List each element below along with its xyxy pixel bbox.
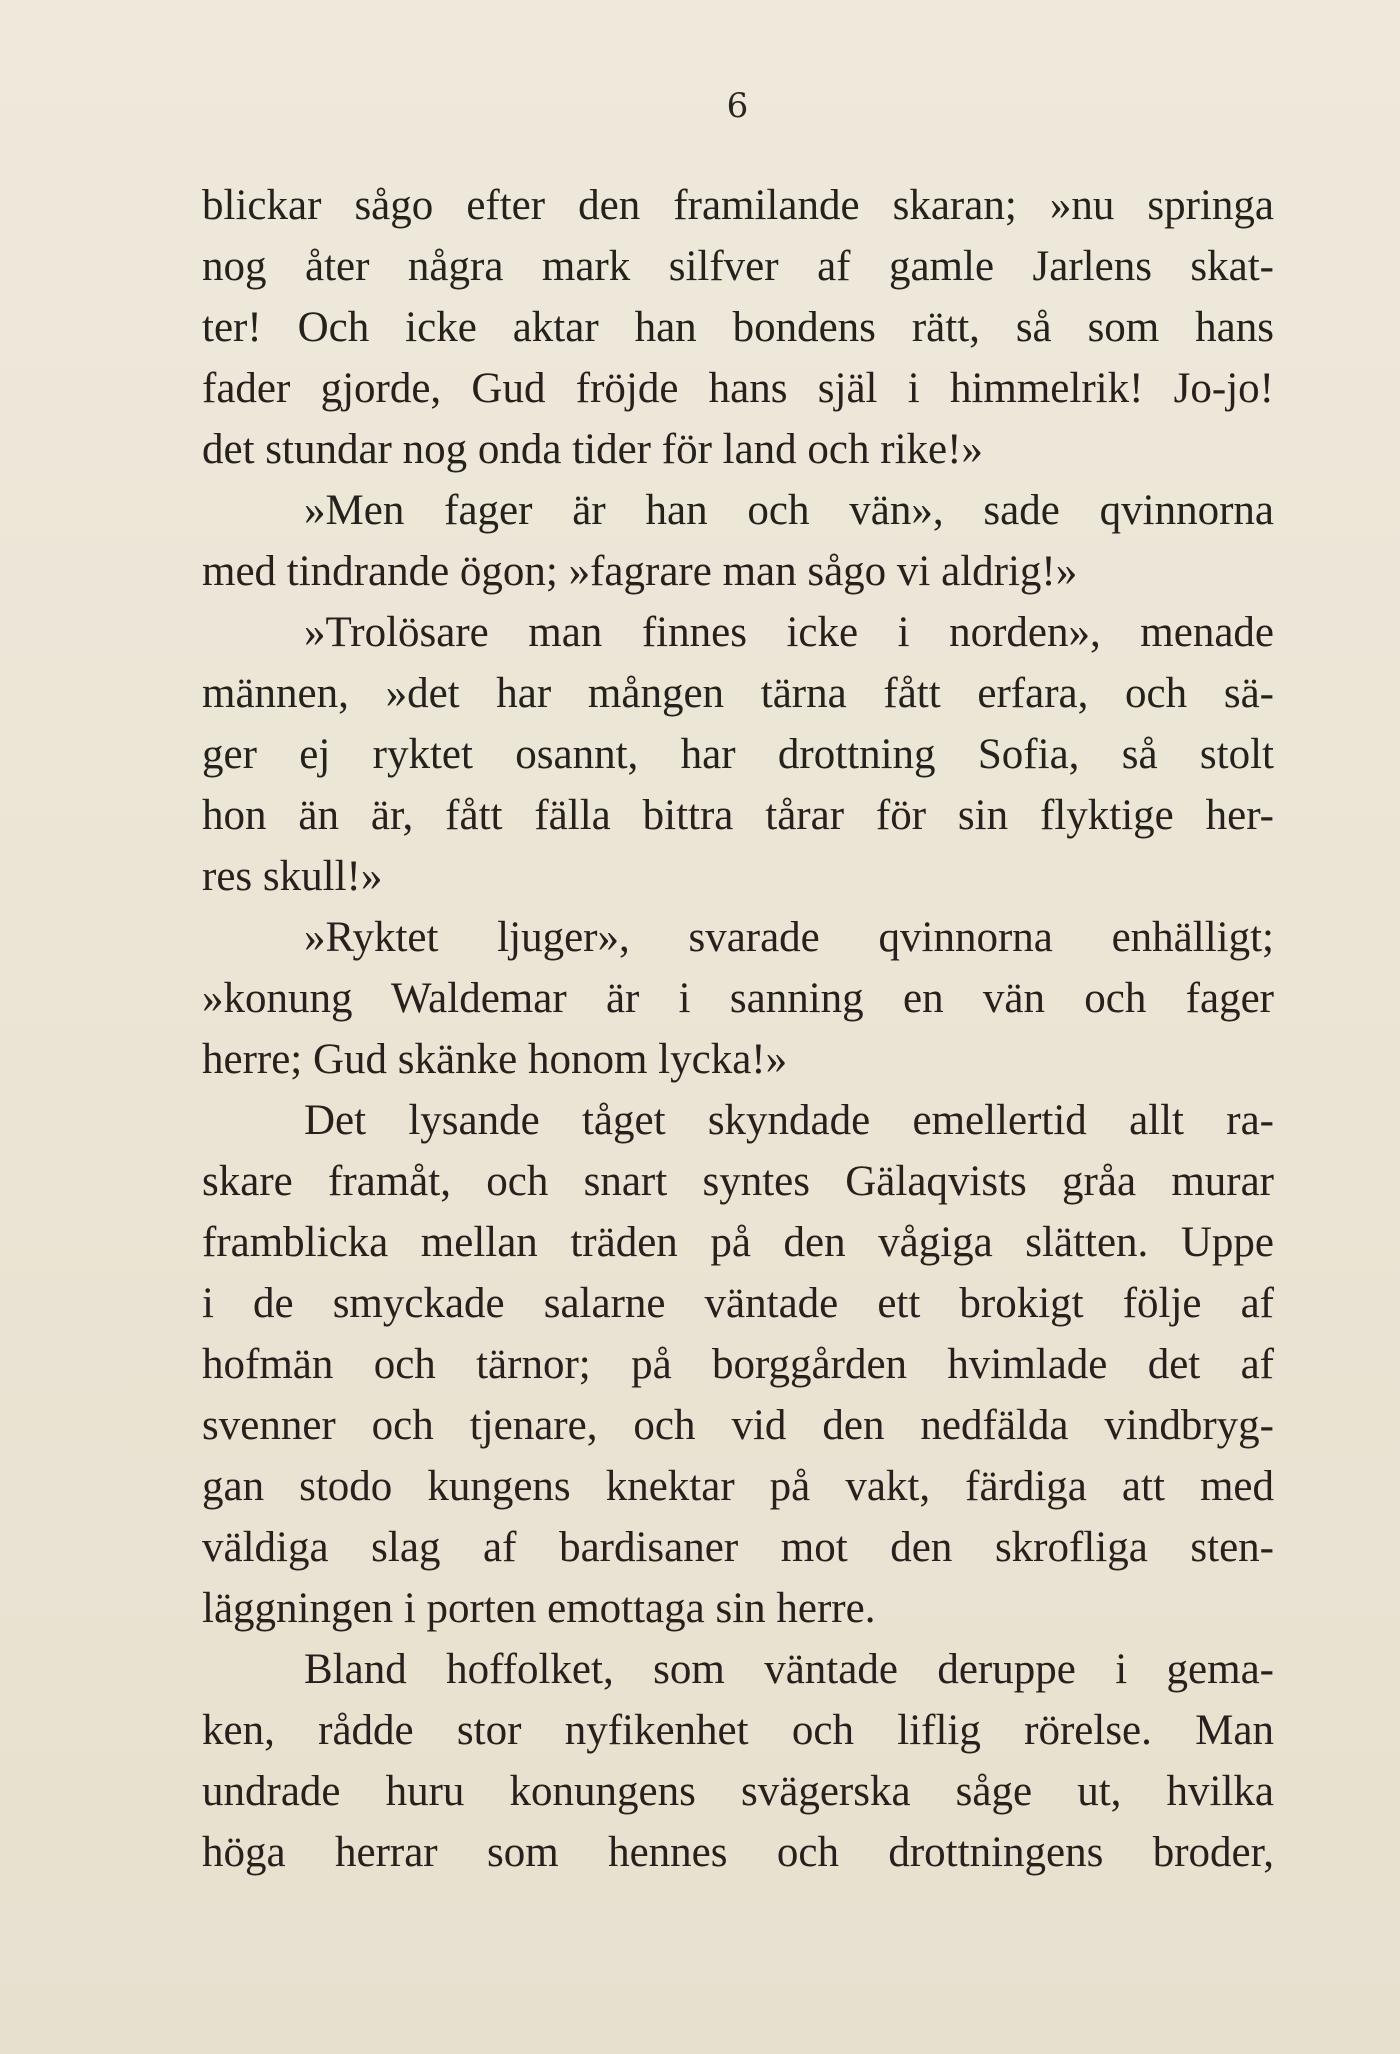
text-line: männen, »det har mången tärna fått erfara, och sä- (202, 670, 1274, 717)
text-line: gan stodo kungens knektar på vakt, färdiga att med (202, 1463, 1274, 1510)
text-line: med tindrande ögon; »fagrare man sågo vi aldrig!» (202, 548, 1078, 595)
text-line: läggningen i porten emottaga sin herre. (202, 1585, 876, 1632)
text-line: fader gjorde, Gud fröjde hans själ i himmelrik! Jo-jo! (202, 365, 1274, 412)
text-line: ger ej ryktet osannt, har drottning Sofia, så stolt (202, 731, 1274, 778)
text-line: skare framåt, och snart syntes Gälaqvists gråa murar (202, 1158, 1274, 1205)
text-line: hofmän och tärnor; på borggården hvimlade det af (202, 1341, 1274, 1388)
text-line: väldiga slag af bardisaner mot den skrofliga sten- (202, 1524, 1274, 1571)
text-line: svenner och tjenare, och vid den nedfälda vindbryg- (202, 1402, 1274, 1449)
text-line: res skull!» (202, 853, 383, 900)
text-line: nog åter några mark silfver af gamle Jarlens skat- (202, 243, 1274, 290)
text-line: »konung Waldemar är i sanning en vän och fager (202, 975, 1274, 1022)
text-line: herre; Gud skänke honom lycka!» (202, 1036, 788, 1083)
text-line: framblicka mellan träden på den vågiga slätten. Uppe (202, 1219, 1274, 1266)
text-line: ter! Och icke aktar han bondens rätt, så som hans (202, 304, 1274, 351)
text-line: hon än är, fått fälla bittra tårar för sin flyktige her- (202, 792, 1274, 839)
text-line: »Ryktet ljuger», svarade qvinnorna enhälligt; (304, 914, 1274, 961)
text-line: i de smyckade salarne väntade ett brokigt följe af (202, 1280, 1274, 1327)
page-number: 6 (726, 86, 749, 126)
text-line: det stundar nog onda tider för land och rike!» (202, 426, 983, 473)
body-text (202, 175, 1274, 1883)
text-line: »Men fager är han och vän», sade qvinnorna (304, 487, 1274, 534)
text-line: ken, rådde stor nyfikenhet och liflig rörelse. Man (202, 1707, 1274, 1754)
text-line: blickar sågo efter den framilande skaran; »nu springa (202, 182, 1274, 229)
text-line: höga herrar som hennes och drottningens broder, (202, 1829, 1274, 1876)
text-line: Bland hoffolket, som väntade deruppe i gema- (304, 1646, 1274, 1693)
text-line: Det lysande tåget skyndade emellertid allt ra- (304, 1097, 1274, 1144)
text-line: »Trolösare man finnes icke i norden», menade (304, 609, 1274, 656)
text-line: undrade huru konungens svägerska såge ut, hvilka (202, 1768, 1274, 1815)
